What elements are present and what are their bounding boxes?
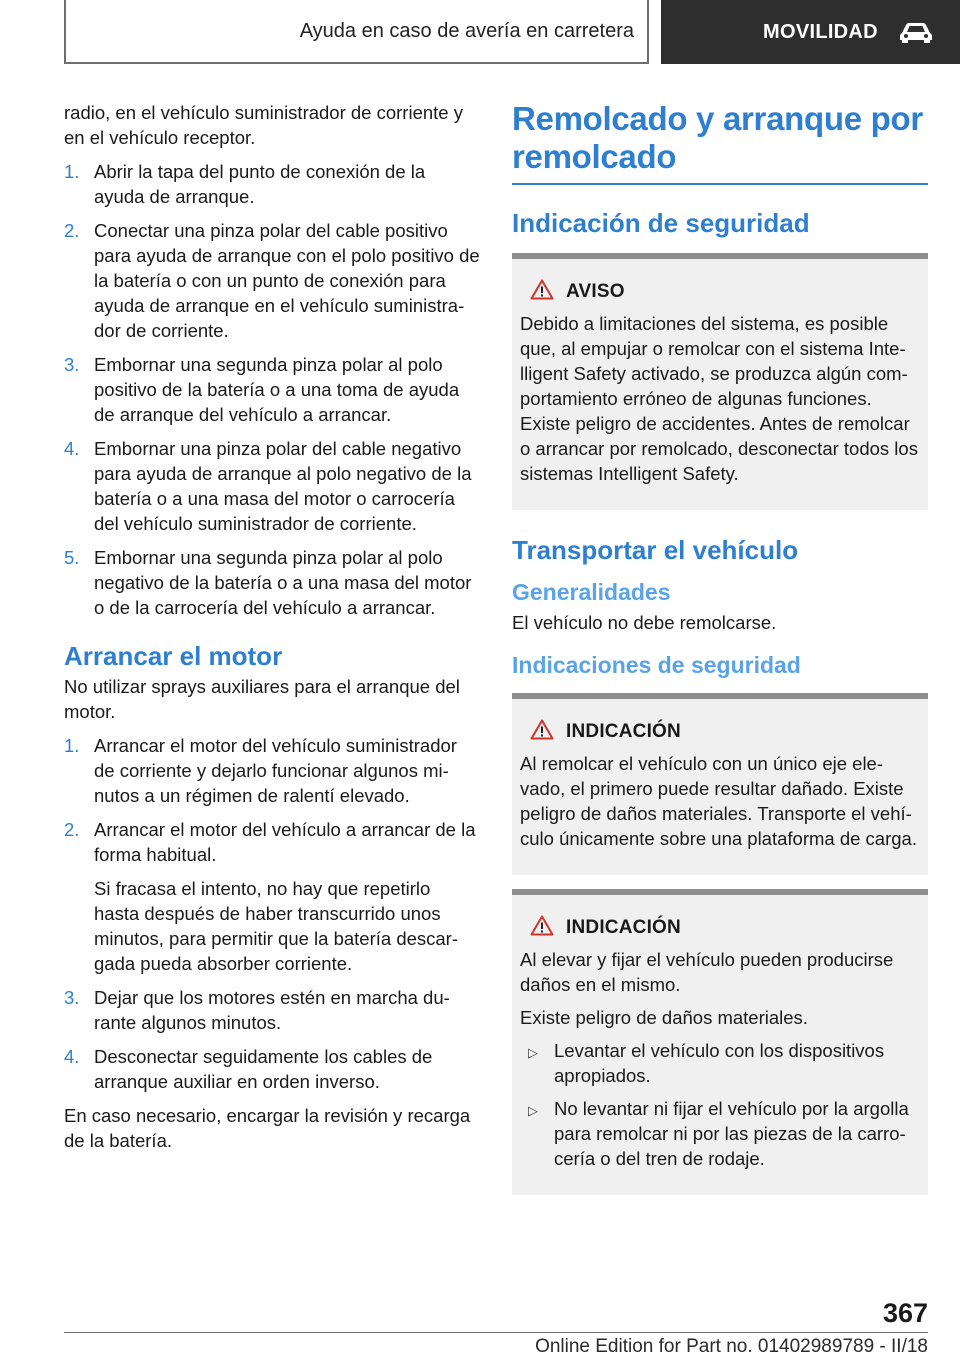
left-column	[64, 100, 480, 1162]
warning-triangle-icon	[530, 279, 554, 305]
edition-note: Online Edition for Part no. 01402989789 - II/18	[535, 1336, 928, 1357]
page-number: 367	[882, 1298, 928, 1328]
notice-box-2	[512, 889, 928, 1195]
list-item: 3. Dejar que los motores estén en marcha durante algunos minutos.	[64, 987, 450, 1033]
jump-start-steps	[64, 159, 480, 620]
warning-triangle-icon	[530, 719, 554, 745]
heading-safety-note: Indicación de seguridad	[512, 208, 810, 238]
list-item: 3. Embornar una segunda pinza polar al polo positivo de la batería o a una toma de ayuda de arranque del vehículo a arrancar.	[64, 354, 460, 425]
footer-divider	[862, 1332, 928, 1333]
footer-divider	[64, 1332, 862, 1333]
heading-towing: Remolcado y arranque por remolcado	[512, 100, 923, 175]
list-item: ▷ No levantar ni fijar el vehículo por la argolla para remolcar ni por las piezas de la carrocería o del tren de rodaje.	[528, 1098, 909, 1169]
general-text: El vehículo no debe remolcarse.	[512, 612, 777, 633]
chapter-tab	[661, 0, 960, 64]
running-header-section	[64, 0, 649, 64]
notice-text: Existe peligro de daños materiales.	[520, 1007, 808, 1028]
list-item: 4. Desconectar seguidamente los cables de arranque auxiliar en orden inverso.	[64, 1046, 433, 1092]
list-item: 1. Abrir la tapa del punto de conexión de la ayuda de arranque.	[64, 161, 426, 207]
notice-text: Al elevar y fijar el vehículo pueden producirse daños en el mismo.	[520, 949, 894, 995]
right-column	[512, 100, 928, 1195]
list-item: 2. Conectar una pinza polar del cable positivo para ayuda de arranque con el polo positivo de la batería o con un punto de conexión para ayuda de arranque en el vehículo suministrador de corriente.	[64, 220, 480, 341]
heading-divider	[512, 183, 928, 185]
notice-bullets	[528, 1038, 920, 1171]
chapter-label: MOVILIDAD	[763, 20, 878, 43]
bullet-triangle-icon: ▷	[528, 1045, 538, 1060]
intro-paragraph: radio, en el vehículo suministrador de corriente y en el vehículo receptor.	[64, 102, 463, 148]
list-item: ▷ Levantar el vehículo con los dispositivos apropiados.	[528, 1040, 885, 1086]
bullet-triangle-icon: ▷	[528, 1103, 538, 1118]
step-note: Si fracasa el intento, no hay que repetirlo hasta después de haber transcurrido unos minutos, para permitir que la batería descargada pueda absorber corriente.	[94, 878, 459, 974]
list-item: 1. Arrancar el motor del vehículo suministrador de corriente y dejarlo funcionar algunos minutos a un régimen de ralentí elevado.	[64, 735, 457, 806]
subheading-safety: Indicaciones de seguridad	[512, 652, 801, 678]
heading-start-engine: Arrancar el motor	[64, 641, 283, 671]
list-item: 5. Embornar una segunda pinza polar al polo negativo de la batería o a una masa del motor o de la carrocería del vehículo a arrancar.	[64, 547, 472, 618]
warning-triangle-icon	[530, 915, 554, 941]
start-engine-steps	[64, 733, 480, 867]
notice-box-1	[512, 693, 928, 875]
notice-text: Al remolcar el vehículo con un único eje elevado, el primero puede resultar dañado. Existe peligro de daños materiales. Transporte el vehículo únicamente sobre una plataforma de carga.	[520, 753, 917, 849]
car-icon	[898, 21, 934, 43]
start-intro: No utilizar sprays auxiliares para el arranque del motor.	[64, 676, 460, 722]
list-item: 4. Embornar una pinza polar del cable negativo para ayuda de arranque al polo negativo de la batería o a una masa del motor o carrocería del vehículo suministrador de corriente.	[64, 438, 472, 534]
warning-box	[512, 253, 928, 510]
section-title: Ayuda en caso de avería en carretera	[299, 19, 634, 42]
notice-title: INDICACIÓN	[566, 721, 681, 742]
heading-transport: Transportar el vehículo	[512, 535, 799, 565]
closing-paragraph: En caso necesario, encargar la revisión y recarga de la batería.	[64, 1105, 471, 1151]
list-item: 2. Arrancar el motor del vehículo a arrancar de la forma habitual.	[64, 819, 476, 865]
start-engine-steps-continued	[64, 985, 480, 1094]
warning-title: AVISO	[566, 281, 625, 302]
subheading-general: Generalidades	[512, 579, 671, 605]
notice-title: INDICACIÓN	[566, 917, 681, 938]
warning-text: Debido a limitaciones del sistema, es posible que, al empujar o remolcar con el sistema Intelligent Safety activado, se produzca algún comportamiento erróneo de algunas funciones. Existe peligro de accidentes. Antes de remolcar o arrancar por remolcado, desconectar todos los sistemas Intelligent Safety.	[520, 313, 918, 484]
